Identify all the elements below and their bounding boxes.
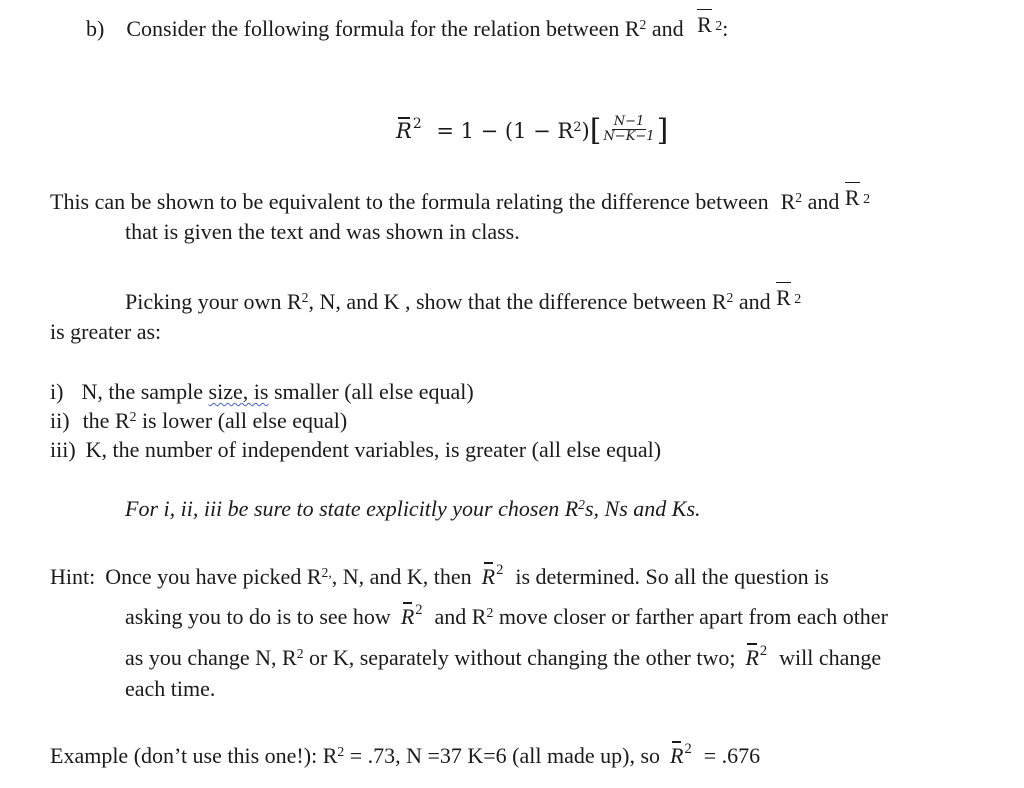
r-bar-symbol: R (481, 564, 496, 589)
part-b-colon: : (722, 16, 729, 41)
example-line: Example (don’t use this one!): $R^2 = .73$, N =37 K=6 (all made up), so $R^2 = .676$ (50, 740, 761, 768)
picking-text-b: , N, and K , show that the difference between R (308, 289, 727, 314)
picking-paragraph-line-2: is greater as: (50, 319, 162, 344)
picking-text-a: Picking your own R (125, 289, 302, 314)
formula-fraction (603, 115, 654, 143)
list-label: ii) (50, 408, 70, 433)
instruction-line: For i, ii, iii be sure to state explicitly your chosen $R^2s$, Ns and Ks. (125, 496, 701, 521)
list-item: i) N, the sample size, is smaller (all else equal) (50, 379, 474, 404)
equivalence-text: This can be shown to be equivalent to the formula relating the difference between (50, 189, 769, 214)
right-bracket: ] (656, 113, 669, 148)
part-b-heading (86, 12, 729, 41)
list-label: i) (50, 379, 64, 404)
r-bar-symbol: R (670, 743, 684, 768)
hint-line-4: each time. (125, 676, 216, 701)
hint-line-1: Hint: Once you have picked $R^{2,}$, N, and K, then $R^2$ is determined. So all the question is (50, 561, 829, 589)
r-bar-symbol: R (745, 645, 759, 670)
formula-lhs: R (396, 119, 412, 143)
equivalence-paragraph-line-1: This can be shown to be equivalent to the formula relating the difference between $R^2$ and R $^2$ (50, 185, 871, 214)
hint-line-3: as you change N, $R^2$ or K, separately without changing the other two; $R^2$ will change (125, 642, 882, 670)
equivalence-paragraph-line-2: that is given the text and was shown in class. (125, 219, 520, 244)
r-bar-squared: 2 (711, 19, 723, 34)
left-bracket: [ (589, 113, 602, 148)
and-word: and (738, 289, 771, 314)
r-bar-symbol: R (400, 604, 415, 629)
hint-label: Hint: (50, 564, 96, 589)
r-bar-symbol: R (844, 185, 860, 210)
adjusted-r-squared-formula: $R^2 = 1 - (1 - R^2)$[ $\frac{N-1}{N-K-1}$ ] (396, 113, 669, 148)
r-bar-symbol: R (776, 285, 791, 310)
part-b-and: and (651, 16, 684, 41)
formula-lhs-exponent: 2 (412, 116, 422, 133)
r-squared-superscript: 2 (639, 16, 647, 32)
part-b-label: b) (86, 16, 105, 41)
spellcheck-underline: size, is (208, 379, 269, 404)
r-bar-symbol: R (697, 12, 712, 37)
picking-paragraph-line-1: Picking your own $R^2$, N, and K , show that the difference between $R^2$ and R $^2$ (125, 285, 802, 314)
list-item: ii) the $R^2$ is lower (all else equal) (50, 408, 348, 433)
fraction-denominator: N−K−1 (603, 129, 655, 144)
fraction-numerator: N−1 (613, 114, 645, 130)
list-label: iii) (50, 437, 76, 462)
formula-middle: = 1 − (1 − R (436, 119, 574, 143)
and-word: and (807, 189, 840, 214)
list-item: iii) K, the number of independent variables, is greater (all else equal) (50, 437, 662, 462)
part-b-text: Consider the following formula for the relation between R (126, 16, 640, 41)
hint-line-2: asking you to do is to see how $R^2$ and $R^2$ move closer or farther apart from each other (125, 601, 888, 629)
formula-close: ) (581, 119, 590, 143)
